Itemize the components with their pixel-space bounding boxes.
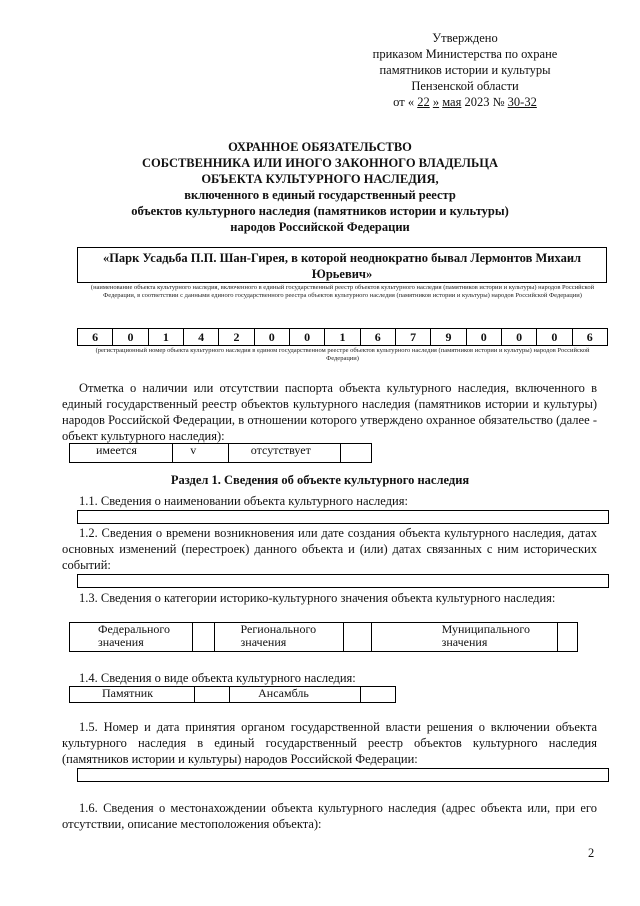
reg-digit: 6 xyxy=(78,329,113,346)
page-number: 2 xyxy=(588,846,595,860)
reg-digit: 7 xyxy=(395,329,430,346)
approval-line: Пензенской области xyxy=(411,79,519,93)
item-1-1-field[interactable] xyxy=(77,510,609,524)
kind-table xyxy=(69,686,396,703)
object-name-box: «Парк Усадьба П.П. Шан-Гирея, в которой неоднократно бывал Лермонтов Михаил Юрьевич» xyxy=(77,247,607,283)
reg-digit: 9 xyxy=(431,329,466,346)
title-line: народов Российской Федерации xyxy=(230,220,410,234)
item-1-4: 1.4. Сведения о виде объекта культурного наследия: xyxy=(79,671,356,685)
date-month: мая xyxy=(442,95,462,109)
title-line: включенного в единый государственный реестр xyxy=(184,188,456,202)
category-federal: Федерального значения xyxy=(70,623,193,652)
kind-ensemble-mark[interactable] xyxy=(361,687,396,703)
item-1-3: 1.3. Сведения о категории историко-культурного значения объекта культурного наследия: xyxy=(79,591,556,605)
title-line: ОХРАННОЕ ОБЯЗАТЕЛЬСТВО xyxy=(228,140,412,154)
passport-absent-mark[interactable] xyxy=(340,444,371,463)
item-1-6: 1.6. Сведения о местонахождении объекта культурного наследия (адрес объекта или, при его отсутствии, описание местоположения объекта): xyxy=(62,801,597,831)
reg-digit: 0 xyxy=(289,329,324,346)
approval-date xyxy=(360,94,570,110)
category-federal-mark[interactable] xyxy=(193,623,214,652)
category-regional-mark[interactable] xyxy=(344,623,372,652)
item-1-2: 1.2. Сведения о времени возникновения или дате создания объекта культурного наследия, датах основных изменений (перестроек) данного объекта и (или) датах связанных с ним исторических событий: xyxy=(62,526,597,572)
category-table xyxy=(69,622,578,652)
reg-digit: 6 xyxy=(360,329,395,346)
category-municipal: Муниципального значения xyxy=(371,623,557,652)
date-prefix: от « xyxy=(393,95,415,109)
kind-ensemble: Ансамбль xyxy=(230,687,361,703)
date-day: 22 xyxy=(417,95,430,109)
approval-line: Утверждено xyxy=(432,31,498,45)
approval-line: приказом Министерства по охране xyxy=(372,47,558,61)
title-line: СОБСТВЕННИКА ИЛИ ИНОГО ЗАКОННОГО ВЛАДЕЛЬЦА xyxy=(142,156,498,170)
reg-digit: 4 xyxy=(183,329,218,346)
date-number: 30-32 xyxy=(507,95,537,109)
object-name-caption: (наименование объекта культурного наследия, включенного в единый государственный реестр объектов культурного наследия (памятников истории и культуры) народов Российской Федерации, в соответствии с данными единого государственного реестра объектов культурного наследия (памятников истории и культуры) народов Российской Федерации) xyxy=(90,284,595,299)
date-year: 2023 № xyxy=(464,95,505,109)
section-1-heading: Раздел 1. Сведения об объекте культурного наследия xyxy=(170,473,470,487)
reg-digit: 0 xyxy=(466,329,501,346)
item-1-5: 1.5. Номер и дата принятия органом государственной власти решения о включении объекта культурного наследия в единый государственный реестр объектов культурного наследия (памятников истории и культуры) народов Российской Федерации: xyxy=(62,720,597,766)
approval-line: памятников истории и культуры xyxy=(379,63,551,77)
reg-number-caption: (регистрационный номер объекта культурного наследия в едином государственном реестре объектов культурного наследия (памятников истории и культуры) народов Российской Федерации) xyxy=(95,347,590,362)
item-1-2-field[interactable] xyxy=(77,574,609,588)
passport-table xyxy=(69,443,372,463)
reg-digit: 1 xyxy=(148,329,183,346)
passport-absent-label: отсутствует xyxy=(228,444,340,463)
approval-block xyxy=(360,30,570,110)
title-line: ОБЪЕКТА КУЛЬТУРНОГО НАСЛЕДИЯ, xyxy=(201,172,439,186)
item-1-1: 1.1. Сведения о наименовании объекта культурного наследия: xyxy=(79,494,408,508)
date-mid: » xyxy=(432,95,440,109)
kind-monument-mark[interactable] xyxy=(195,687,230,703)
passport-has-mark[interactable]: v xyxy=(173,444,229,463)
item-1-5-field[interactable] xyxy=(77,768,609,782)
document-title xyxy=(60,139,580,235)
passport-paragraph: Отметка о наличии или отсутствии паспорта объекта культурного наследия, включенного в единый государственный реестр объектов культурного наследия (памятников истории и культуры) народов Российской Федерации, в отношении которого утверждено охранное обязательство (далее - объект культурного наследия): xyxy=(62,381,597,443)
kind-monument: Памятник xyxy=(70,687,195,703)
reg-digit: 0 xyxy=(254,329,289,346)
reg-number-table xyxy=(77,328,608,346)
reg-digit: 2 xyxy=(219,329,254,346)
reg-digit: 0 xyxy=(537,329,572,346)
reg-digit: 0 xyxy=(113,329,148,346)
passport-has-label: имеется xyxy=(70,444,173,463)
reg-digit: 1 xyxy=(325,329,360,346)
reg-digit: 6 xyxy=(572,329,607,346)
reg-digit: 0 xyxy=(501,329,536,346)
category-municipal-mark[interactable] xyxy=(557,623,577,652)
title-line: объектов культурного наследия (памятников истории и культуры) xyxy=(131,204,509,218)
category-regional: Регионального значения xyxy=(214,623,344,652)
